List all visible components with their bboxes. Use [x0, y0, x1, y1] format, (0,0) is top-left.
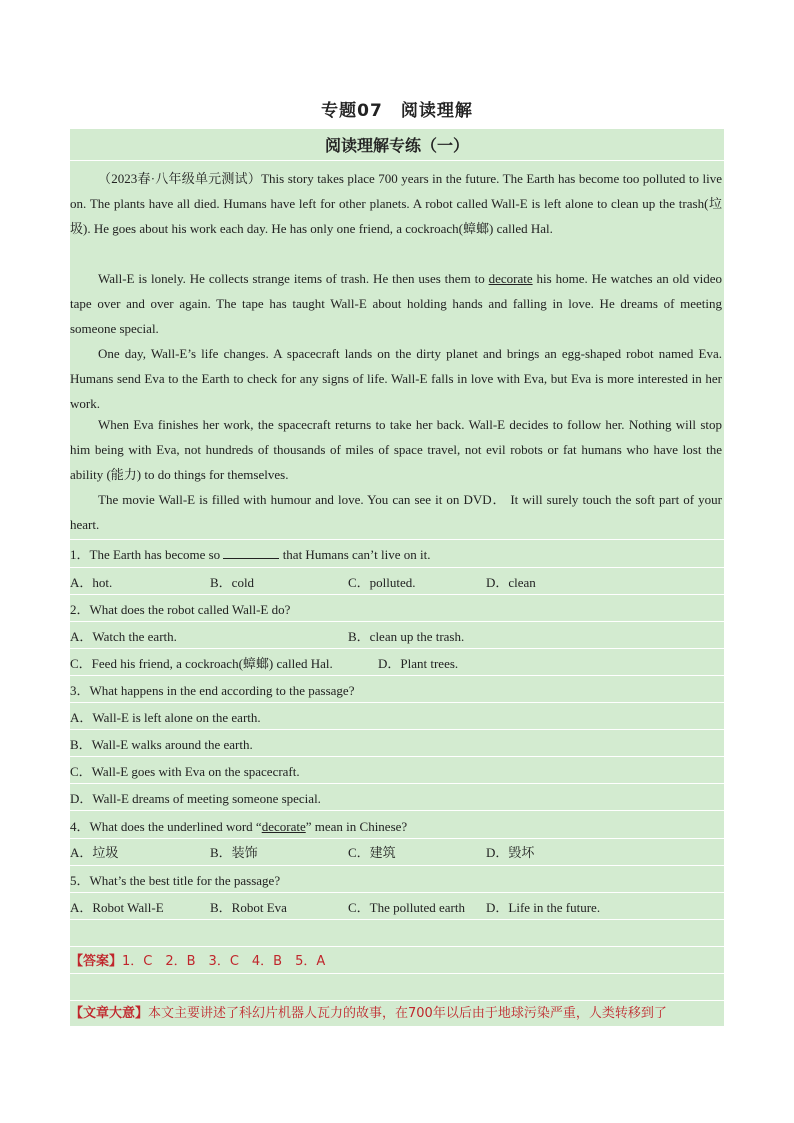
question-1-stem: 1．The Earth has become so that Humans can’t live on it.	[70, 547, 431, 562]
page-title: 专题07 阅读理解	[321, 101, 473, 121]
question-2-stem: 2．What does the robot called Wall-E do?	[70, 602, 291, 617]
q3-option-b: B．Wall-E walks around the earth.	[70, 737, 253, 752]
passage-paragraph-2: Wall-E is lonely. He collects strange items of trash. He then uses them to decorate his home. He watches an old video tape over and over again. The tape has taught Wall-E about holding hands and falling in love. He dreams of meeting someone special.	[70, 271, 723, 336]
passage-summary: 【文章大意】本文主要讲述了科幻片机器人瓦力的故事，在700年以后由于地球污染严重，人类转移到了	[70, 1006, 667, 1021]
q2-option-d: D．Plant trees.	[378, 656, 459, 671]
section-title: 阅读理解专练（一）	[324, 136, 469, 155]
passage-paragraph-3: One day, Wall-E’s life changes. A spacecraft lands on the dirty planet and brings an egg-shaped robot named Eva. Humans send Eva to the Earth to check for any signs of life. Wall-E falls in love with Eva, but Eva is more interested in her work.	[70, 346, 722, 411]
q4-option-d: D．毁坏	[486, 845, 535, 860]
passage-paragraph-1: （2023春·八年级单元测试）This story takes place 700 years in the future. The Earth has become too polluted to live on. The plants have all died. Humans have left for other planets. A robot called Wall-E is left alone to clean up the trash(垃圾). He goes about his work each day. He has only one friend, a cockroach(蟑螂) called Hal.	[70, 171, 722, 236]
underlined-word: decorate	[261, 819, 306, 834]
answer-blank	[223, 546, 279, 559]
passage-paragraph-5: The movie Wall-E is filled with humour and love. You can see it on DVD． It will surely touch the soft part of your heart.	[70, 492, 722, 532]
q5-option-a: A．Robot Wall-E	[70, 900, 164, 915]
q2-option-b: B．clean up the trash.	[348, 629, 465, 644]
q4-option-a: A．垃圾	[70, 845, 119, 860]
q1-option-a: A．hot.	[70, 575, 113, 590]
question-4-stem: 4．What does the underlined word “decorate” mean in Chinese?	[70, 819, 408, 834]
question-5-stem: 5．What’s the best title for the passage?	[70, 873, 281, 888]
q1-option-d: D．clean	[486, 575, 536, 590]
q3-option-c: C．Wall-E goes with Eva on the spacecraft.	[70, 764, 300, 779]
passage-paragraph-4: When Eva finishes her work, the spacecraft returns to take her back. Wall-E decides to follow her. Nothing will stop him being with Eva, not hundreds of thousands of miles of space travel, not evil robots or fat humans who have lost the ability (能力) to do things for themselves.	[70, 417, 722, 482]
q5-option-b: B．Robot Eva	[210, 900, 287, 915]
q2-option-c: C．Feed his friend, a cockroach(蟑螂) called Hal.	[70, 656, 333, 671]
q4-option-b: B．装饰	[210, 845, 258, 860]
q3-option-a: A．Wall-E is left alone on the earth.	[70, 710, 261, 725]
q5-option-c: C．The polluted earth	[348, 900, 465, 915]
underlined-word: decorate	[488, 271, 533, 286]
divider	[70, 160, 724, 161]
q4-option-c: C．建筑	[348, 845, 396, 860]
q1-option-c: C．polluted.	[348, 575, 416, 590]
question-3-stem: 3．What happens in the end according to the passage?	[70, 683, 355, 698]
exercise-panel	[70, 129, 724, 1026]
answer-key: 【答案】1．C 2．B 3．C 4．B 5．A	[70, 954, 326, 969]
q5-option-d: D．Life in the future.	[486, 900, 601, 915]
q2-option-a: A．Watch the earth.	[70, 629, 177, 644]
q3-option-d: D．Wall-E dreams of meeting someone special.	[70, 791, 321, 806]
q1-option-b: B．cold	[210, 575, 255, 590]
